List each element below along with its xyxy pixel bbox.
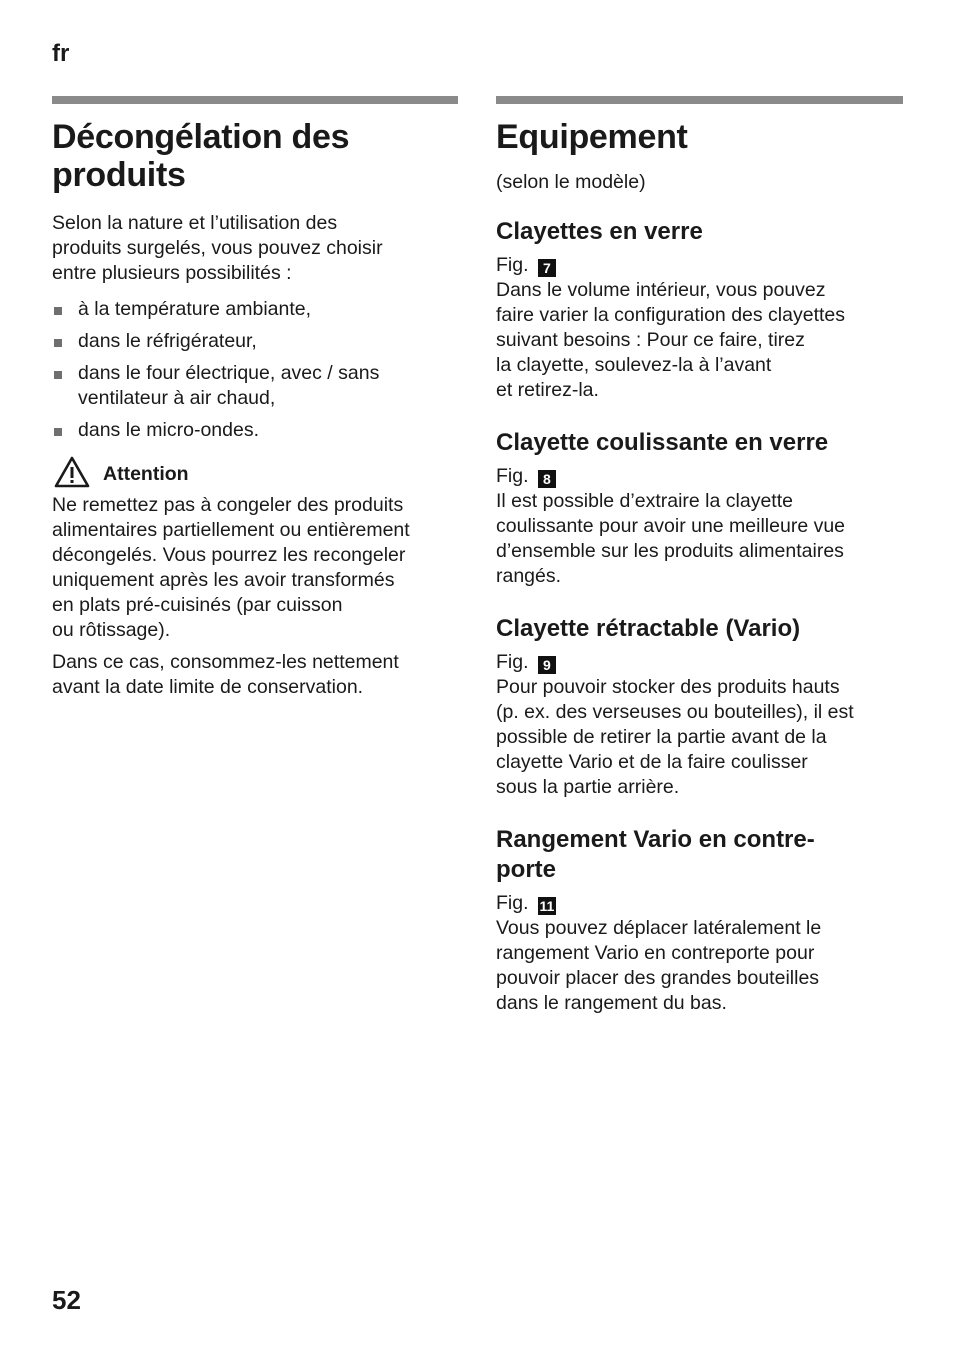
text-line: ventilateur à air chaud,	[78, 387, 276, 409]
section-paragraph	[496, 278, 903, 403]
fig-label: Fig.	[496, 465, 529, 487]
page-number: 52	[52, 1285, 81, 1315]
text-line: clayette Vario et de la faire coulisser	[496, 751, 808, 773]
text-line: uniquement après les avoir transformés	[52, 569, 395, 591]
text-line: suivant besoins : Pour ce faire, tirez	[496, 329, 805, 351]
text-line: entre plusieurs possibilités :	[52, 262, 292, 284]
left-column	[52, 96, 458, 700]
list-item	[52, 297, 458, 322]
attention-header	[52, 456, 458, 490]
section-rule	[496, 96, 903, 104]
page-title-equipment: Equipement	[496, 118, 688, 156]
section-paragraph	[496, 675, 903, 800]
text-line: la clayette, soulevez-la à l’avant	[496, 354, 772, 376]
text-line: faire varier la configuration des clayettes	[496, 304, 846, 326]
heading-line: porte	[496, 856, 556, 883]
language-code: fr	[52, 40, 70, 67]
text-line: Dans ce cas, consommez-les nettement	[52, 651, 399, 673]
text-line: (p. ex. des verseuses ou bouteilles), il est	[496, 701, 854, 723]
section-paragraph	[496, 916, 903, 1016]
text-line: pouvoir placer des grandes bouteilles	[496, 967, 820, 989]
text-line: possible de retirer la partie avant de la	[496, 726, 827, 748]
text-line: Selon la nature et l’utilisation des	[52, 212, 338, 234]
text-line: Dans le volume intérieur, vous pouvez	[496, 279, 826, 301]
text-line: sous la partie arrière.	[496, 776, 680, 798]
text-line: avant la date limite de conservation.	[52, 676, 364, 698]
section-heading	[496, 825, 903, 885]
section-heading: Clayettes en verre	[496, 218, 703, 245]
closing-paragraph	[52, 650, 458, 700]
list-item	[52, 418, 458, 443]
options-list	[52, 297, 458, 443]
bullet-square-icon	[54, 371, 62, 379]
attention-label: Attention	[103, 463, 189, 485]
fig-label: Fig.	[496, 892, 529, 914]
section-sliding-shelf	[496, 428, 903, 589]
section-glass-shelves	[496, 217, 903, 403]
text-line: alimentaires partiellement ou entièrement	[52, 519, 410, 541]
text-line: dans le micro-ondes.	[78, 419, 260, 441]
section-paragraph	[496, 489, 903, 589]
attention-paragraph	[52, 493, 458, 643]
fig-label: Fig.	[496, 651, 529, 673]
title-line: produits	[52, 156, 186, 194]
list-item	[52, 329, 458, 354]
bullet-square-icon	[54, 428, 62, 436]
section-heading: Clayette coulissante en verre	[496, 429, 829, 456]
fig-label: Fig.	[496, 254, 529, 276]
section-door-storage	[496, 825, 903, 1016]
section-retractable-shelf	[496, 614, 903, 800]
text-line: ou rôtissage).	[52, 619, 171, 641]
figure-number-badge: 8	[538, 470, 556, 488]
figure-reference	[496, 464, 903, 489]
bullet-square-icon	[54, 307, 62, 315]
text-line: dans le rangement du bas.	[496, 992, 727, 1014]
text-line: Pour pouvoir stocker des produits hauts	[496, 676, 840, 698]
text-line: à la température ambiante,	[78, 298, 312, 320]
text-line: coulissante pour avoir une meilleure vue	[496, 515, 846, 537]
text-line: Ne remettez pas à congeler des produits	[52, 494, 404, 516]
title-line: Décongélation des	[52, 118, 350, 156]
section-heading: Clayette rétractable (Vario)	[496, 615, 801, 642]
text-line: dans le four électrique, avec / sans	[78, 362, 380, 384]
text-line: dans le réfrigérateur,	[78, 330, 257, 352]
text-line: et retirez-la.	[496, 379, 599, 401]
bullet-square-icon	[54, 339, 62, 347]
text-line: rangement Vario en contreporte pour	[496, 942, 815, 964]
text-line: rangés.	[496, 565, 562, 587]
section-rule	[52, 96, 458, 104]
figure-number-badge: 7	[538, 259, 556, 277]
text-line: produits surgelés, vous pouvez choisir	[52, 237, 383, 259]
figure-reference	[496, 650, 903, 675]
page-title-defrosting	[52, 118, 458, 194]
heading-line: Rangement Vario en contre-	[496, 826, 815, 853]
right-column	[496, 96, 903, 1016]
text-line: d’ensemble sur les produits alimentaires	[496, 540, 844, 562]
list-item	[52, 361, 458, 411]
text-line: décongelés. Vous pourrez les recongeler	[52, 544, 406, 566]
warning-triangle-icon	[54, 456, 90, 488]
figure-reference	[496, 253, 903, 278]
figure-number-badge: 9	[538, 656, 556, 674]
text-line: Vous pouvez déplacer latéralement le	[496, 917, 822, 939]
model-note: (selon le modèle)	[496, 171, 646, 193]
intro-paragraph	[52, 211, 458, 286]
figure-reference	[496, 891, 903, 916]
text-line: Il est possible d’extraire la clayette	[496, 490, 793, 512]
text-line: en plats pré-cuisinés (par cuisson	[52, 594, 343, 616]
figure-number-badge: 11	[539, 898, 555, 914]
